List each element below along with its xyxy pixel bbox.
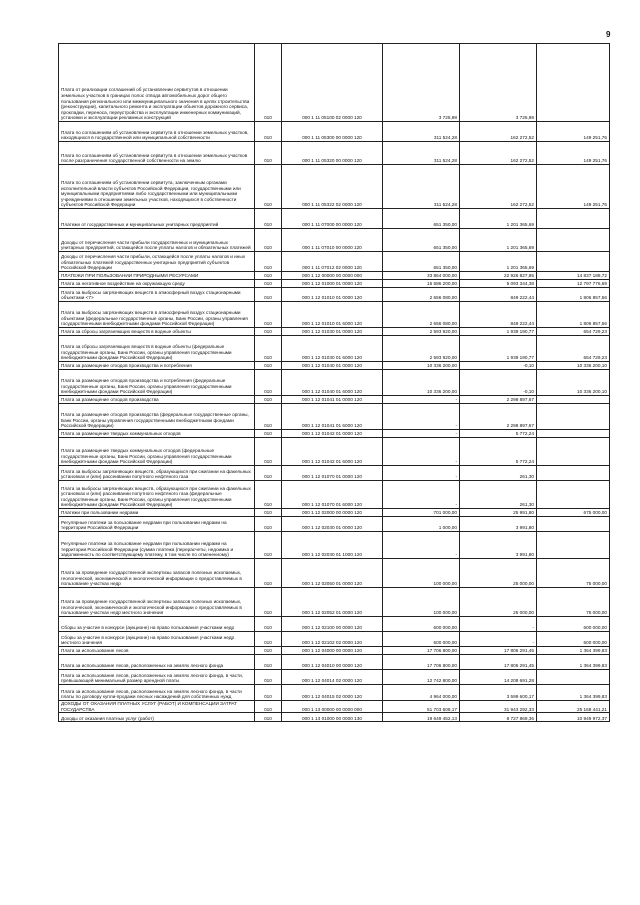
- row-budget-code: 000 1 12 04000 00 0000 120: [282, 647, 383, 655]
- row-executed: 22 926 827,85: [460, 272, 537, 280]
- row-name: Плата за размещение отходов производства и потребления (федеральные государственные органы, Банк России, органы управления государственными внебюджетными фондами Российской Федерации): [59, 370, 255, 396]
- row-line-code: 010: [255, 509, 282, 517]
- row-budget-code: 000 1 11 05320 00 0000 120: [282, 142, 383, 165]
- table-row: [59, 272, 610, 280]
- row-name: Доходы от оказания платных услуг (работ): [59, 713, 255, 722]
- row-approved: -: [383, 396, 460, 404]
- table-row: [59, 670, 610, 685]
- row-executed: 5 093 344,38: [460, 280, 537, 288]
- row-name: Плата за выбросы загрязняющих веществ, образующихся при сжигании на факельных установках и (или) рассеивании попутного нефтяного газа (федеральные государственные органы, Банк России, органы управления государственными внебюджетными фондами Российской Федерации): [59, 481, 255, 509]
- row-budget-code: 000 1 12 01040 01 0000 120: [282, 362, 383, 370]
- row-unexecuted: 25 168 441,21: [537, 701, 610, 713]
- row-budget-code: 000 1 12 02030 01 0000 120: [282, 517, 383, 532]
- row-unexecuted: 1 806 857,56: [537, 288, 610, 302]
- row-unexecuted: 1 364 399,83: [537, 685, 610, 701]
- row-unexecuted: 14 837 188,72: [537, 272, 610, 280]
- row-approved: -: [383, 404, 460, 430]
- row-budget-code: 000 1 12 04010 00 0000 120: [282, 655, 383, 670]
- row-line-code: 010: [255, 617, 282, 632]
- row-line-code: 010: [255, 165, 282, 209]
- row-line-code: 010: [255, 430, 282, 438]
- row-unexecuted: 1 364 399,83: [537, 655, 610, 670]
- row-executed: 162 272,52: [460, 165, 537, 209]
- row-executed: 5 772,24: [460, 430, 537, 438]
- row-executed: 261,30: [460, 481, 537, 509]
- row-executed: 2 298 897,67: [460, 404, 537, 430]
- row-unexecuted: [537, 209, 610, 229]
- row-unexecuted: 75 000,00: [537, 559, 610, 588]
- row-line-code: 010: [255, 632, 282, 647]
- row-executed: 3 991,80: [460, 532, 537, 559]
- row-approved: 600 000,00: [383, 632, 460, 647]
- row-executed: 162 272,52: [460, 122, 537, 142]
- row-name: Регулярные платежи за пользование недрами при пользовании недрами на территории Российской Федерации (сумма платежа (перерасчеты, недоимка и задолженность по соответствующему платежу, в том числе по отмененному): [59, 532, 255, 559]
- row-approved: 100 000,00: [383, 588, 460, 617]
- row-unexecuted: [537, 517, 610, 532]
- row-executed: 261,30: [460, 466, 537, 481]
- row-line-code: 010: [255, 532, 282, 559]
- row-line-code: 010: [255, 142, 282, 165]
- row-approved: 311 524,28: [383, 165, 460, 209]
- row-unexecuted: [537, 670, 610, 685]
- row-name: Плата от реализации соглашений об установлении сервитутов в отношении земельных участков в границах полос отвода автомобильных дорог общего пользования регионального или межмуниципального значения в целях строительства (реконструкции), капитального ремонта и эксплуатации объектов дорожного сервиса, прокладки, переноса, переустройства и эксплуатации инженерных коммуникаций, установки и эксплуатации рекламных конструкций: [59, 44, 255, 122]
- row-budget-code: 000 1 11 05300 00 0000 120: [282, 122, 383, 142]
- row-approved: 2 656 080,00: [383, 288, 460, 302]
- row-line-code: 010: [255, 647, 282, 655]
- row-unexecuted: 75 000,00: [537, 588, 610, 617]
- table-row: [59, 713, 610, 722]
- table-row: [59, 328, 610, 336]
- row-unexecuted: [537, 396, 610, 404]
- table-row: [59, 517, 610, 532]
- row-executed: 25 000,00: [460, 559, 537, 588]
- row-name: Плата за выбросы загрязняющих веществ в атмосферный воздух стационарными объектами (федеральные государственные органы, Банк России, органы управления государственными внебюджетными фондами Российской Федерации): [59, 302, 255, 328]
- table-row: [59, 362, 610, 370]
- table-row: [59, 655, 610, 670]
- row-executed: 2 298 897,67: [460, 396, 537, 404]
- row-name: Плата за выбросы загрязняющих веществ в атмосферный воздух стационарными объектами <7>: [59, 288, 255, 302]
- row-budget-code: 000 1 11 07012 02 0000 120: [282, 252, 383, 272]
- row-name: Доходы от перечисления части прибыли государственных и муниципальных унитарных предприятий, остающейся после уплаты налогов и обязательных платежей: [59, 229, 255, 252]
- row-unexecuted: 149 251,76: [537, 122, 610, 142]
- row-line-code: 010: [255, 517, 282, 532]
- table-row: [59, 647, 610, 655]
- row-unexecuted: [537, 481, 610, 509]
- row-line-code: 010: [255, 685, 282, 701]
- row-budget-code: 000 1 12 02050 01 0000 120: [282, 559, 383, 588]
- row-name: Плата за сбросы загрязняющих веществ в водные объекты: [59, 328, 255, 336]
- row-name: Сборы за участие в конкурсе (аукционе) на право пользования участками недр местного значения: [59, 632, 255, 647]
- row-unexecuted: 600 000,00: [537, 617, 610, 632]
- table-row: [59, 532, 610, 559]
- row-budget-code: 000 1 12 01010 01 0000 120: [282, 288, 383, 302]
- row-budget-code: 000 1 12 01000 01 0000 120: [282, 280, 383, 288]
- table-row: [59, 685, 610, 701]
- row-budget-code: 000 1 12 02000 00 0000 120: [282, 509, 383, 517]
- row-unexecuted: 1 364 399,83: [537, 647, 610, 655]
- row-executed: 3 725,98: [460, 44, 537, 122]
- row-unexecuted: 149 251,76: [537, 165, 610, 209]
- row-line-code: 010: [255, 396, 282, 404]
- row-executed: 1 201 365,69: [460, 209, 537, 229]
- table-row: [59, 302, 610, 328]
- row-budget-code: 000 1 12 01030 01 6000 120: [282, 336, 383, 362]
- row-name: Плата по соглашениям об установлении сервитута в отношении земельных участков после разграничения государственной собственности на землю: [59, 142, 255, 165]
- row-approved: 100 000,00: [383, 559, 460, 588]
- row-approved: 600 000,00: [383, 617, 460, 632]
- row-line-code: 010: [255, 328, 282, 336]
- row-unexecuted: 654 729,23: [537, 328, 610, 336]
- row-approved: 17 706 800,00: [383, 647, 460, 655]
- table-row: [59, 336, 610, 362]
- row-approved: 2 656 080,00: [383, 302, 460, 328]
- row-unexecuted: 10 336 200,10: [537, 370, 610, 396]
- row-name: Плата за негативное воздействие на окружающую среду: [59, 280, 255, 288]
- row-budget-code: 000 1 12 04014 02 0000 120: [282, 670, 383, 685]
- row-name: Плата за использование лесов, расположенных на землях лесного фонда, в части платы по договору купли-продажи лесных насаждений для собственных нужд: [59, 685, 255, 701]
- table-row: [59, 632, 610, 647]
- table-row: [59, 617, 610, 632]
- row-approved: 12 742 800,00: [383, 670, 460, 685]
- table-row: [59, 44, 610, 122]
- row-unexecuted: [537, 404, 610, 430]
- row-approved: 51 703 608,17: [383, 701, 460, 713]
- row-line-code: 010: [255, 713, 282, 722]
- row-name: Плата по соглашениям об установлении сервитута, заключенным органами исполнительной власти субъектов Российской Федерации, государственными или муниципальными предприятиями либо государственными или муниципальными учреждениями в отношении земельных участков, находящихся в собственности субъектов Российской Федерации: [59, 165, 255, 209]
- row-line-code: 010: [255, 272, 282, 280]
- row-executed: 17 806 291,45: [460, 655, 537, 670]
- row-approved: 19 649 452,13: [383, 713, 460, 722]
- row-approved: 1 000,00: [383, 517, 460, 532]
- row-approved: -: [383, 438, 460, 466]
- row-unexecuted: 654 729,23: [537, 336, 610, 362]
- table-row: [59, 370, 610, 396]
- row-name: Плата за размещение отходов производства (федеральные государственные органы, Банк России, органы управления государственными внебюджетными фондами Российской Федерации): [59, 404, 255, 430]
- row-line-code: 010: [255, 466, 282, 481]
- row-line-code: 010: [255, 701, 282, 713]
- row-approved: -: [383, 430, 460, 438]
- row-approved: 311 524,28: [383, 142, 460, 165]
- row-budget-code: 000 1 13 01000 00 0000 130: [282, 713, 383, 722]
- row-line-code: 010: [255, 404, 282, 430]
- row-approved: 651 350,00: [383, 229, 460, 252]
- row-name: Платежи от государственных и муниципальных унитарных предприятий: [59, 209, 255, 229]
- row-name: Доходы от перечисления части прибыли, остающейся после уплаты налогов и иных обязательных платежей государственных унитарных предприятий субъектов Российской Федерации: [59, 252, 255, 272]
- row-budget-code: 000 1 11 05322 02 0000 120: [282, 165, 383, 209]
- row-unexecuted: [537, 252, 610, 272]
- row-unexecuted: 10 336 200,10: [537, 362, 610, 370]
- row-executed: -: [460, 617, 537, 632]
- row-budget-code: 000 1 12 01070 01 0000 120: [282, 466, 383, 481]
- row-approved: -: [383, 481, 460, 509]
- table-row: [59, 466, 610, 481]
- budget-table: [58, 43, 610, 722]
- row-budget-code: 000 1 11 05100 02 0000 120: [282, 44, 383, 122]
- row-executed: 849 222,44: [460, 302, 537, 328]
- row-budget-code: 000 1 13 00000 00 0000 000: [282, 701, 383, 713]
- page-number: 9: [606, 30, 611, 39]
- row-executed: 1 201 365,69: [460, 252, 537, 272]
- row-budget-code: 000 1 12 00000 00 0000 000: [282, 272, 383, 280]
- row-line-code: 010: [255, 670, 282, 685]
- row-line-code: 010: [255, 229, 282, 252]
- row-executed: 14 208 691,28: [460, 670, 537, 685]
- row-name: Платежи при пользовании недрами: [59, 509, 255, 517]
- row-line-code: 010: [255, 438, 282, 466]
- row-name: Плата за размещение отходов производства и потребления: [59, 362, 255, 370]
- row-unexecuted: [537, 430, 610, 438]
- row-line-code: 010: [255, 362, 282, 370]
- row-executed: 1 939 190,77: [460, 336, 537, 362]
- row-line-code: 010: [255, 336, 282, 362]
- row-executed: 3 599 600,17: [460, 685, 537, 701]
- row-executed: 25 991,80: [460, 509, 537, 517]
- row-approved: 15 586 200,00: [383, 280, 460, 288]
- row-executed: 17 806 291,45: [460, 647, 537, 655]
- row-name: Плата за использование лесов, расположенных на землях лесного фонда: [59, 655, 255, 670]
- row-name: ДОХОДЫ ОТ ОКАЗАНИЯ ПЛАТНЫХ УСЛУГ (РАБОТ) И КОМПЕНСАЦИИ ЗАТРАТ ГОСУДАРСТВА: [59, 701, 255, 713]
- row-executed: 1 939 190,77: [460, 328, 537, 336]
- row-name: Плата за выбросы загрязняющих веществ, образующихся при сжигании на факельных установках и (или) рассеивании попутного нефтяного газа: [59, 466, 255, 481]
- table-row: [59, 165, 610, 209]
- row-unexecuted: [537, 229, 610, 252]
- row-executed: 25 000,00: [460, 588, 537, 617]
- table-row: [59, 430, 610, 438]
- table-row: [59, 481, 610, 509]
- row-unexecuted: [537, 44, 610, 122]
- row-approved: 311 524,28: [383, 122, 460, 142]
- row-approved: -: [383, 466, 460, 481]
- row-approved: 3 725,98: [383, 44, 460, 122]
- table-row: [59, 438, 610, 466]
- row-unexecuted: [537, 438, 610, 466]
- row-approved: 33 864 000,00: [383, 272, 460, 280]
- row-line-code: 010: [255, 481, 282, 509]
- row-line-code: 010: [255, 288, 282, 302]
- row-budget-code: 000 1 11 07010 00 0000 120: [282, 229, 383, 252]
- row-executed: 31 943 292,33: [460, 701, 537, 713]
- row-unexecuted: 12 797 776,69: [537, 280, 610, 288]
- row-approved: 651 350,00: [383, 252, 460, 272]
- row-line-code: 010: [255, 280, 282, 288]
- row-budget-code: 000 1 12 02100 00 0000 120: [282, 617, 383, 632]
- row-unexecuted: 1 806 857,56: [537, 302, 610, 328]
- row-approved: -: [383, 532, 460, 559]
- row-executed: 3 991,80: [460, 517, 537, 532]
- row-unexecuted: 10 949 972,37: [537, 713, 610, 722]
- row-budget-code: 000 1 12 01010 01 6000 120: [282, 302, 383, 328]
- table-row: [59, 209, 610, 229]
- row-executed: 1 201 365,69: [460, 229, 537, 252]
- row-unexecuted: [537, 532, 610, 559]
- row-approved: 17 706 800,00: [383, 655, 460, 670]
- table-row: [59, 252, 610, 272]
- row-name: Плата за размещение твердых коммунальных отходов (федеральные государственные органы, Банк России, органы управления государственными внебюджетными фондами Российской Федерации): [59, 438, 255, 466]
- row-name: ПЛАТЕЖИ ПРИ ПОЛЬЗОВАНИИ ПРИРОДНЫМИ РЕСУРСАМИ: [59, 272, 255, 280]
- row-name: Плата за размещение отходов производства: [59, 396, 255, 404]
- row-approved: 10 336 200,00: [383, 362, 460, 370]
- row-line-code: 010: [255, 559, 282, 588]
- row-approved: 701 000,00: [383, 509, 460, 517]
- row-line-code: 010: [255, 122, 282, 142]
- row-name: Плата за сбросы загрязняющих веществ в водные объекты (федеральные государственные органы, Банк России, органы управления государственными внебюджетными фондами Российской Федерации): [59, 336, 255, 362]
- row-name: Регулярные платежи за пользование недрами при пользовании недрами на территории Российской Федерации: [59, 517, 255, 532]
- row-executed: 162 272,52: [460, 142, 537, 165]
- row-line-code: 010: [255, 588, 282, 617]
- table-row: [59, 122, 610, 142]
- table-row: [59, 509, 610, 517]
- row-name: Плата за размещение твердых коммунальных отходов: [59, 430, 255, 438]
- row-budget-code: 000 1 12 01042 01 6000 120: [282, 438, 383, 466]
- row-line-code: 010: [255, 302, 282, 328]
- table-row: [59, 288, 610, 302]
- row-budget-code: 000 1 12 01070 01 6000 120: [282, 481, 383, 509]
- row-unexecuted: 675 000,00: [537, 509, 610, 517]
- row-budget-code: 000 1 12 01030 01 0000 120: [282, 328, 383, 336]
- row-budget-code: 000 1 12 01041 01 0000 120: [282, 396, 383, 404]
- row-name: Плата за проведение государственной экспертизы запасов полезных ископаемых, геологической, экономической и экологической информации о предоставляемых в пользование участках недр местного значения: [59, 588, 255, 617]
- row-executed: -0,10: [460, 362, 537, 370]
- row-unexecuted: 149 251,76: [537, 142, 610, 165]
- row-name: Сборы за участие в конкурсе (аукционе) на право пользования участками недр: [59, 617, 255, 632]
- table-row: [59, 396, 610, 404]
- row-name: Плата за использование лесов, расположенных на землях лесного фонда, в части, превышающей минимальный размер арендной платы: [59, 670, 255, 685]
- table-row: [59, 280, 610, 288]
- row-budget-code: 000 1 11 07000 00 0000 120: [282, 209, 383, 229]
- row-budget-code: 000 1 12 01040 01 6000 120: [282, 370, 383, 396]
- row-line-code: 010: [255, 370, 282, 396]
- row-unexecuted: 600 000,00: [537, 632, 610, 647]
- row-name: Плата за проведение государственной экспертизы запасов полезных ископаемых, геологической, экономической и экологической информации о предоставляемых в пользование участках недр: [59, 559, 255, 588]
- row-executed: 849 222,44: [460, 288, 537, 302]
- row-budget-code: 000 1 12 02030 01 1000 120: [282, 532, 383, 559]
- table-row: [59, 701, 610, 713]
- row-line-code: 010: [255, 252, 282, 272]
- row-name: Плата за использование лесов: [59, 647, 255, 655]
- row-executed: -0,10: [460, 370, 537, 396]
- row-budget-code: 000 1 12 04015 02 0000 120: [282, 685, 383, 701]
- row-approved: 4 964 000,00: [383, 685, 460, 701]
- table-row: [59, 142, 610, 165]
- row-approved: 651 350,00: [383, 209, 460, 229]
- row-budget-code: 000 1 12 02102 02 0000 120: [282, 632, 383, 647]
- table-row: [59, 559, 610, 588]
- row-executed: 5 772,24: [460, 438, 537, 466]
- row-line-code: 010: [255, 44, 282, 122]
- table-row: [59, 588, 610, 617]
- row-line-code: 010: [255, 209, 282, 229]
- table-row: [59, 229, 610, 252]
- row-approved: 2 593 920,00: [383, 328, 460, 336]
- row-budget-code: 000 1 12 01041 01 6000 120: [282, 404, 383, 430]
- row-executed: 8 727 869,36: [460, 713, 537, 722]
- row-budget-code: 000 1 12 02052 01 0000 120: [282, 588, 383, 617]
- row-line-code: 010: [255, 655, 282, 670]
- row-approved: 2 593 920,00: [383, 336, 460, 362]
- table-row: [59, 404, 610, 430]
- row-budget-code: 000 1 12 01042 01 0000 120: [282, 430, 383, 438]
- row-name: Плата по соглашениям об установлении сервитута в отношении земельных участков, находящихся в государственной или муниципальной собственности: [59, 122, 255, 142]
- row-executed: -: [460, 632, 537, 647]
- row-unexecuted: [537, 466, 610, 481]
- row-approved: 10 336 200,00: [383, 370, 460, 396]
